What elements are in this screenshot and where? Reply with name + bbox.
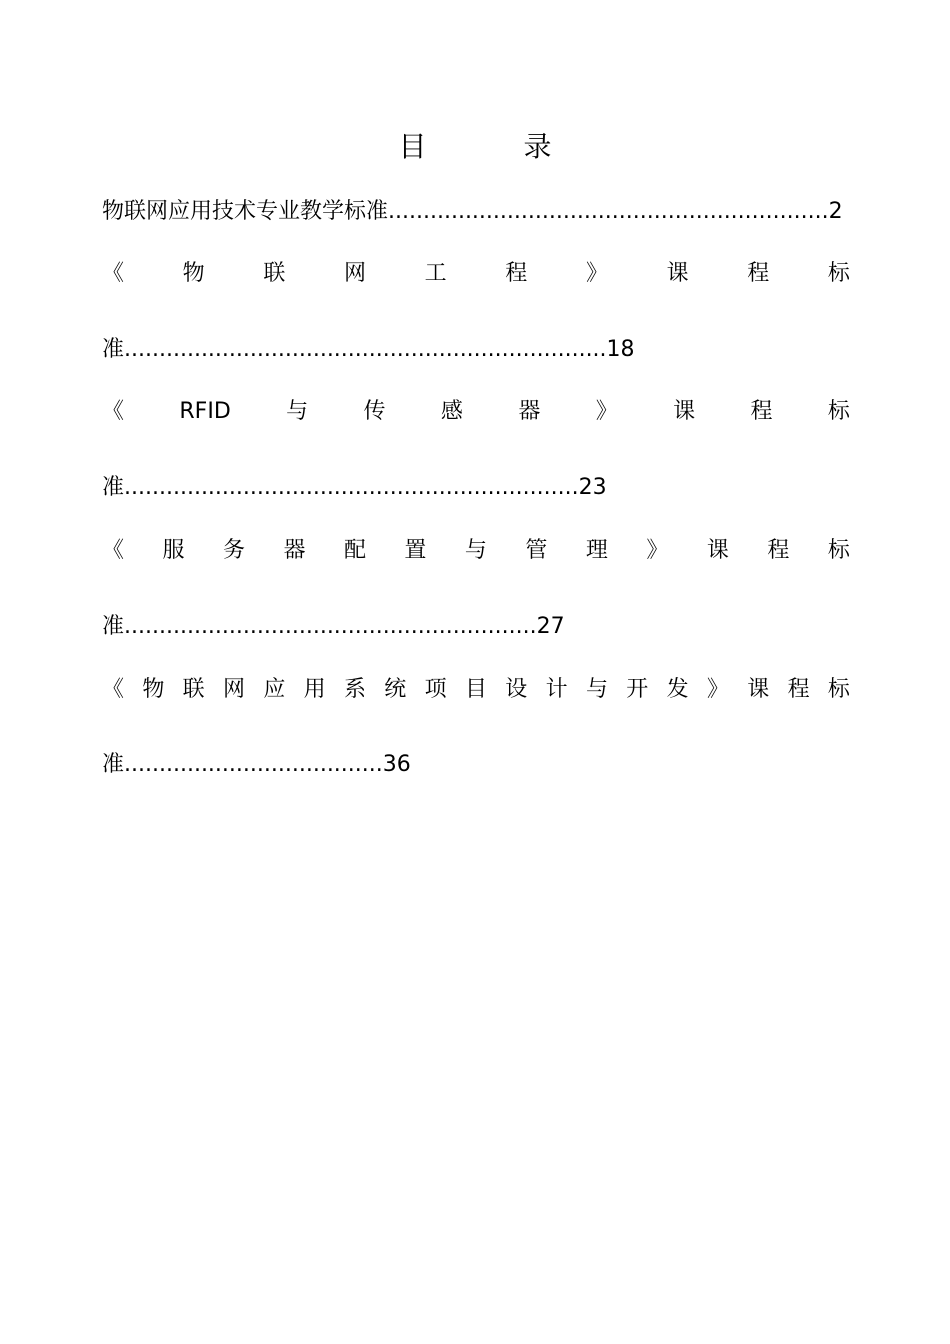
toc-char: 工 [424, 261, 447, 286]
toc-entry-1-text: 物联网应用技术专业教学标准 [102, 199, 389, 224]
toc-char: 标 [827, 677, 850, 702]
toc-char: 网 [343, 261, 366, 286]
toc-char: 标 [827, 399, 850, 424]
toc-char: 理 [585, 538, 608, 563]
toc-entry-4-leader: ........................................................... [124, 614, 537, 639]
toc-char: 课 [706, 538, 729, 563]
toc-char: 与 [464, 538, 487, 563]
toc-char: 器 [283, 538, 306, 563]
toc-entry-5-title-line[interactable] [102, 675, 850, 705]
toc-entry-2-leader: ..................................................................... [124, 337, 607, 362]
toc-title: 目 录 [398, 130, 596, 163]
toc-entry-5-tail: 准 [102, 752, 125, 777]
toc-entry-4-page: 27 [536, 614, 565, 639]
toc-entry-5-leader: ..................................... [124, 752, 383, 777]
toc-char: 与 [286, 399, 309, 424]
toc-char: 》 [706, 677, 729, 702]
toc-char: 管 [525, 538, 548, 563]
toc-entry-5-page-line[interactable] [102, 750, 850, 780]
toc-entry-3-title-line[interactable] [102, 397, 850, 427]
toc-char: 配 [343, 538, 366, 563]
toc-entry-1-leader: ............................................................... [388, 199, 829, 224]
toc-char: 设 [505, 677, 528, 702]
toc-char: 统 [384, 677, 407, 702]
toc-char: 联 [182, 677, 205, 702]
toc-char: 《 [102, 538, 125, 563]
toc-char: RFID [179, 399, 231, 424]
toc-entry-2-page: 18 [606, 337, 635, 362]
toc-char: 程 [505, 261, 528, 286]
toc-char: 程 [750, 399, 773, 424]
toc-char: 标 [827, 261, 850, 286]
toc-entry-1[interactable] [102, 197, 850, 227]
toc-entry-4-title-line[interactable] [102, 536, 850, 566]
toc-char: 程 [787, 677, 810, 702]
toc-char: 感 [440, 399, 463, 424]
toc-char: 程 [747, 261, 770, 286]
toc-entry-3-tail: 准 [102, 475, 125, 500]
toc-char: 计 [545, 677, 568, 702]
toc-char: 程 [767, 538, 790, 563]
toc-entry-2-page-line[interactable] [102, 335, 850, 365]
toc-entry-3-leader: ................................................................. [124, 475, 579, 500]
toc-entry-3-page-line[interactable] [102, 473, 850, 503]
toc-char: 联 [263, 261, 286, 286]
toc-char: 发 [666, 677, 689, 702]
toc-entry-5-page: 36 [382, 752, 411, 777]
toc-char: 物 [182, 261, 205, 286]
toc-entry-1-page: 2 [828, 199, 843, 224]
toc-char: 网 [222, 677, 245, 702]
toc-char: 开 [626, 677, 649, 702]
toc-char: 课 [673, 399, 696, 424]
toc-char: 》 [595, 399, 618, 424]
toc-char: 与 [585, 677, 608, 702]
toc-char: 》 [585, 261, 608, 286]
toc-char: 物 [142, 677, 165, 702]
toc-char: 传 [363, 399, 386, 424]
toc-char: 《 [102, 261, 125, 286]
toc-entry-2-title-line[interactable] [102, 259, 850, 289]
toc-char: 服 [162, 538, 185, 563]
toc-char: 目 [464, 677, 487, 702]
toc-char: 课 [747, 677, 770, 702]
toc-entry-2-tail: 准 [102, 337, 125, 362]
toc-char: 应 [263, 677, 286, 702]
toc-char: 用 [303, 677, 326, 702]
toc-char: 系 [343, 677, 366, 702]
toc-entry-3-page: 23 [578, 475, 607, 500]
toc-entry-4-page-line[interactable] [102, 612, 850, 642]
toc-char: 务 [222, 538, 245, 563]
toc-char: 课 [666, 261, 689, 286]
toc-char: 《 [102, 399, 125, 424]
toc-char: 标 [827, 538, 850, 563]
toc-char: 》 [646, 538, 669, 563]
toc-char: 器 [518, 399, 541, 424]
toc-char: 置 [404, 538, 427, 563]
toc-char: 项 [424, 677, 447, 702]
toc-entry-4-tail: 准 [102, 614, 125, 639]
toc-char: 《 [102, 677, 125, 702]
